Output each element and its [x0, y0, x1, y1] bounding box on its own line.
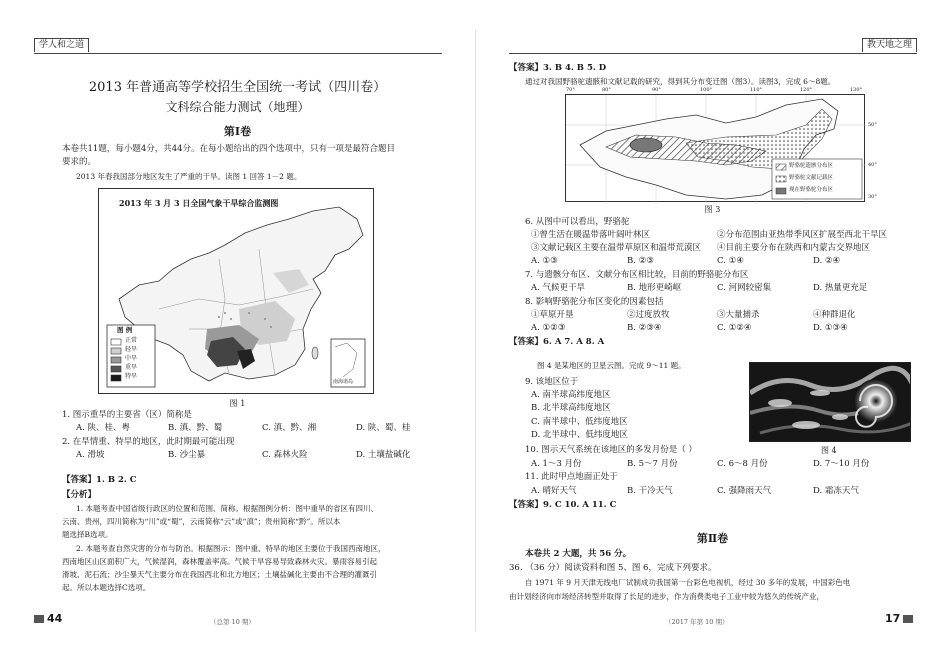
q7-option-b: B. 地形更崎岖	[627, 283, 682, 293]
q6-statement-2: ②分布范围由亚热带季风区扩展至西北干旱区	[717, 230, 888, 240]
right-header	[509, 40, 917, 54]
left-page-number	[34, 612, 62, 625]
q8-item-4: ④种群退化	[813, 310, 856, 320]
satellite-cloud-graphic	[750, 363, 911, 442]
exam-title: 2013 年普通高等学校招生全国统一考试（四川卷）	[88, 80, 387, 95]
q7-option-c: C. 河网较密集	[717, 283, 772, 293]
question-9: 9. 该地区位于	[525, 377, 579, 387]
q9-option-c: C. 南半球中、低纬度地区	[531, 417, 628, 427]
instructions-line-2: 要求的。	[62, 157, 97, 167]
q9-option-d: D. 北半球中、低纬度地区	[531, 430, 628, 440]
lat-label-30: 30°	[868, 194, 877, 200]
q8-choice-a: A. ①②③	[531, 323, 566, 333]
lon-label-80: 80°	[602, 87, 611, 93]
lon-label-70: 70°	[566, 87, 575, 93]
q6-choice-c: C. ①④	[717, 256, 744, 266]
right-footer-issue: （2017 年第 10 期）	[665, 618, 729, 626]
lon-label-130: 130°	[850, 87, 863, 93]
lon-label-90: 90°	[652, 87, 661, 93]
right-page-number	[885, 612, 913, 625]
section-2-heading: 第Ⅱ卷	[696, 532, 729, 545]
answer-6-8: 【答案】6. A 7. A 8. A	[509, 337, 605, 347]
q11-option-c: C. 强降雨天气	[717, 486, 772, 496]
drought-map-figure	[98, 188, 374, 394]
satellite-cloud-image	[749, 362, 911, 442]
lat-label-50: 50°	[868, 122, 877, 128]
q1-option-d: D. 陕、蜀、桂	[356, 423, 411, 433]
q2-option-d: D. 土壤盐碱化	[356, 450, 411, 460]
analysis-line-6: 滑坡、泥石流；沙尘暴天气主要分布在我国西北和北方地区；土壤盐碱化主要由不合理的灌溉引	[62, 570, 377, 579]
fig4-intro: 图 4 是某地区的卫星云图。完成 9～11 题。	[537, 361, 686, 370]
q8-choice-b: B. ②③④	[627, 323, 662, 333]
q1-option-b: B. 滇、黔、蜀	[168, 423, 223, 433]
question-6: 6. 从图中可以看出，野骆驼	[525, 217, 630, 227]
analysis-line-1: 1. 本题考查中国省级行政区的位置和范围、简称。根据图例分析：图中重旱的省区有四川、	[76, 504, 379, 513]
legend-item-medium: 中旱	[125, 355, 138, 362]
instructions-line-1: 本卷共11题，每小题4分，共44分。在每小题给出的四个选项中，只有一项是最符合题目	[62, 144, 396, 154]
q6-statement-3: ③文献记载区主要在温带草原区和温带荒漠区	[531, 243, 702, 253]
q7-option-d: D. 热量更充足	[813, 283, 868, 293]
analysis-label: 【分析】	[62, 490, 97, 500]
fig4-caption: 图 4	[821, 446, 837, 455]
q9-option-a: A. 南半球高纬度地区	[531, 390, 611, 400]
inset-label: 南海诸岛	[333, 379, 354, 385]
question-2: 2. 在旱情重、特旱的地区，此时期最可能出现	[62, 437, 235, 447]
question-1: 1. 图示重旱的主要省（区）简称是	[62, 410, 192, 420]
fig3-legend-remains: 野骆驼遗骸分布区	[789, 163, 834, 169]
answer-1-2: 【答案】1. B 2. C	[62, 475, 137, 485]
q6-choice-d: D. ②④	[813, 256, 841, 266]
question-7: 7. 与遗骸分布区、文献分布区相比较，目前的野骆驼分布区	[525, 270, 749, 280]
right-page	[475, 0, 950, 671]
q10-option-b: B. 5～7 月份	[627, 459, 678, 469]
q6-statement-1: ①曾生活在暖温带落叶阔叶林区	[531, 230, 651, 240]
page-number-marker	[903, 615, 913, 623]
drought-map-graphic	[99, 189, 375, 395]
fig1-caption: 图 1	[229, 399, 246, 408]
right-header-tab: 教天地之理	[862, 38, 917, 52]
fig3-caption: 图 3	[704, 205, 721, 214]
question-11: 11. 此时甲点地面正处于	[525, 472, 618, 482]
analysis-line-2: 云南、贵州，四川简称为“川”或“蜀”，云南简称“云”或“滇”；贵州简称“黔”。所以本	[62, 517, 341, 526]
q10-option-a: A. 1～3 月份	[531, 459, 582, 469]
q36-text-line-1: 自 1971 年 9 月天津无线电厂试制成功我国第一台彩色电视机，经过 30 多年的发展，中国彩色电	[525, 578, 851, 587]
legend-title: 图 例	[117, 326, 133, 334]
q6-choice-b: B. ②③	[627, 256, 654, 266]
question-10: 10. 图示天气系统在该地区的多发月份是（ ）	[525, 445, 697, 455]
left-header	[34, 40, 442, 54]
q36-text-line-2: 由计划经济向市场经济转型并取得了长足的进步，作为消费类电子工业中较为悠久的传统产业，	[509, 592, 824, 601]
section-1-heading: 第Ⅰ卷	[223, 125, 252, 138]
analysis-line-5: 西南地区山区面积广大，气候湿润，森林覆盖率高。气候干旱容易导致森林火灾。暴雨容易引起	[62, 557, 377, 566]
answer-9-11: 【答案】9. C 10. A 11. C	[509, 500, 617, 510]
q11-option-b: B. 干冷天气	[627, 486, 673, 496]
exam-subtitle: 文科综合能力测试（地理）	[165, 100, 310, 114]
analysis-line-7: 起。所以本题选择C选项。	[62, 583, 151, 592]
fig3-legend-documents: 野骆驼文献记载区	[789, 175, 834, 181]
q9-option-b: B. 北半球高纬度地区	[531, 403, 611, 413]
q11-option-d: D. 霜冻天气	[813, 486, 859, 496]
legend-item-extreme: 特旱	[125, 373, 138, 380]
q8-item-2: ②过度放牧	[627, 310, 670, 320]
left-footer-issue: （总第 10 期）	[210, 618, 255, 626]
left-header-tab: 学人和之道	[34, 38, 89, 52]
q8-item-1: ①草原开垦	[531, 310, 574, 320]
q10-option-d: D. 7～10 月份	[813, 459, 870, 469]
q8-choice-d: D. ①③④	[813, 323, 848, 333]
question-8: 8. 影响野骆驼分布区变化的因素包括	[525, 297, 664, 307]
q8-choice-c: C. ①②④	[717, 323, 752, 333]
page-number-marker	[34, 615, 44, 623]
q1-option-c: C. 滇、黔、湘	[262, 423, 317, 433]
q2-option-a: A. 滑坡	[76, 450, 105, 460]
legend-item-severe: 重旱	[125, 364, 138, 371]
lon-label-120: 120°	[800, 87, 813, 93]
fig3-intro: 通过对我国野骆驼遗骸和文献记载的研究，得到其分布变迁图（图3）。读图3，完成 6～8题。	[525, 77, 836, 86]
section-2-instructions: 本卷共 2 大题，共 56 分。	[525, 549, 632, 559]
q7-option-a: A. 气候更干旱	[531, 283, 586, 293]
lon-label-110: 110°	[750, 87, 763, 93]
camel-distribution-map	[565, 87, 877, 202]
question-36: 36. （36 分）阅读资料和图 5、图 6，完成下列要求。	[509, 563, 717, 573]
answer-3-5: 【答案】3. B 4. B 5. D	[509, 63, 607, 73]
lon-label-100: 100°	[700, 87, 713, 93]
q6-statement-4: ④目前主要分布在陕西和内蒙古交界地区	[717, 243, 871, 253]
fig3-legend-current: 现在野骆驼分布区	[789, 187, 834, 193]
q1-option-a: A. 陕、桂、粤	[76, 423, 131, 433]
q11-option-a: A. 晴好天气	[531, 486, 577, 496]
analysis-line-4: 2. 本题考查自然灾害的分布与防治。根据图示：图中重、特旱的地区主要位于我国西南地区，	[76, 544, 386, 553]
drought-map-title: 2013 年 3 月 3 日全国气象干旱综合监测图	[119, 198, 279, 208]
q8-item-3: ③大量捕杀	[717, 310, 760, 320]
left-page-number-text: 44	[47, 612, 63, 625]
legend-item-normal: 正常	[125, 337, 138, 344]
q10-option-c: C. 6～8 月份	[717, 459, 768, 469]
analysis-line-3: 题选择B选项。	[62, 530, 113, 539]
lat-label-40: 40°	[868, 162, 877, 168]
legend-item-light: 轻旱	[125, 346, 138, 353]
right-page-number-text: 17	[885, 612, 901, 625]
q2-option-c: C. 森林火险	[262, 450, 308, 460]
question-intro: 2013 年春我国部分地区发生了严重的干旱。读图 1 回答 1－2 题。	[76, 172, 302, 181]
q2-option-b: B. 沙尘暴	[168, 450, 206, 460]
q6-choice-a: A. ①③	[531, 256, 558, 266]
